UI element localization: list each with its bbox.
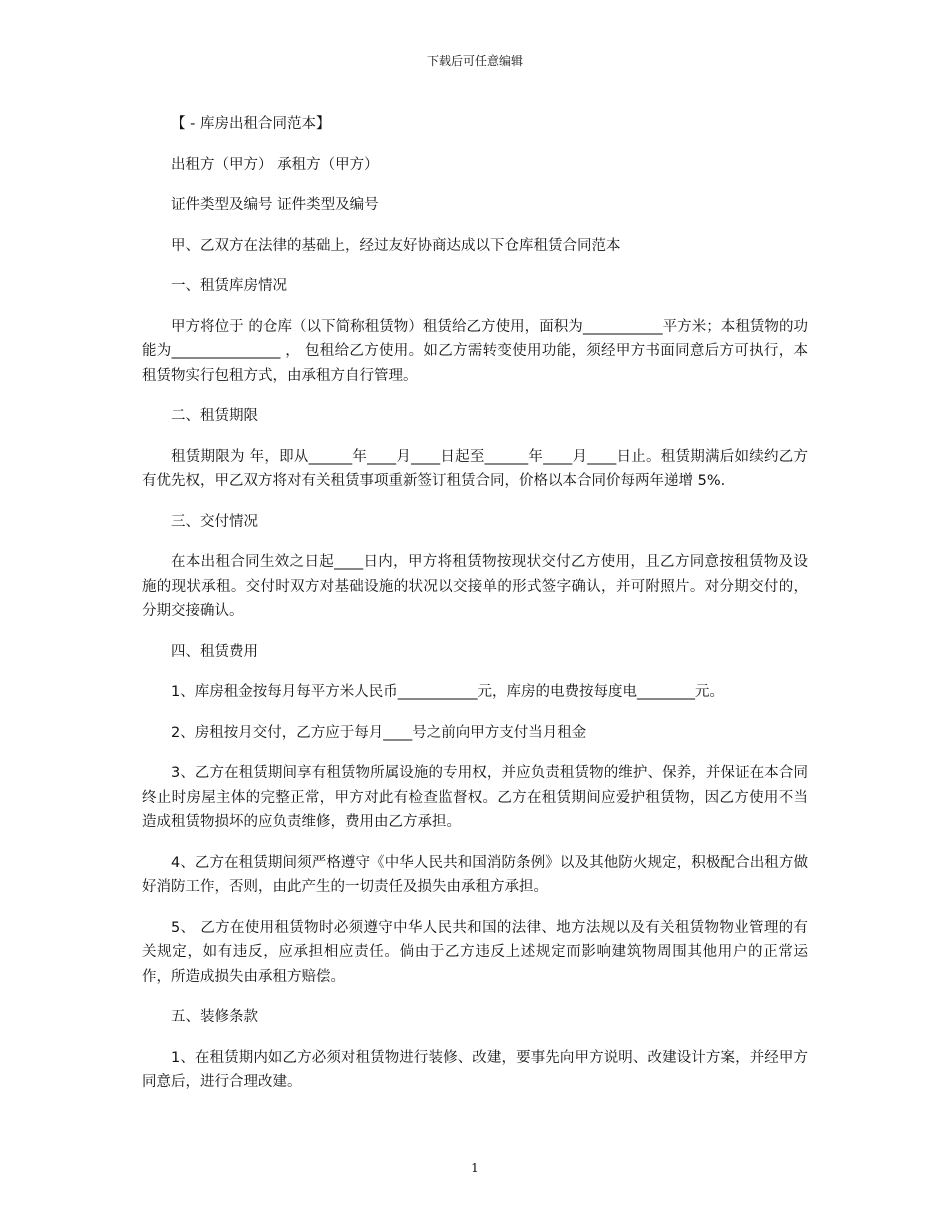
section-4-item-1: 1、库房租金按每月每平方米人民币___________元，库房的电费按每度电________元。 xyxy=(171,684,724,700)
document-title: 【 - 库房出租合同范本】 xyxy=(171,116,331,132)
section-5-item-1: 1、在租赁期内如乙方必须对租赁物进行装修、改建，要事先向甲方说明、改建设计方案，并经甲方同意后，进行合理改建。 xyxy=(142,1049,808,1090)
section-2-paragraph: 租赁期限为 年，即从______年____月____日起至______年____月____日止。租赁期满后如续约乙方有优先权，甲乙双方将对有关租赁事项重新签订租赁合同，价格以本合同价每两年递增 5%. xyxy=(142,448,808,489)
section-4-item-3: 3、乙方在租赁期间享有租赁物所属设施的专用权，并应负责租赁物的维护、保养，并保证在本合同终止时房屋主体的完整正常，甲方对此有检查监督权。乙方在租赁期间应爱护租赁物，因乙方使用不当造成租赁物损坏的应负责维修，费用由乙方承担。 xyxy=(142,765,808,830)
section-3-paragraph: 在本出租合同生效之日起____日内，甲方将租赁物按现状交付乙方使用，且乙方同意按租赁物及设施的现状承租。交付时双方对基础设施的状况以交接单的形式签字确认，并可附照片。对分期交付的，分期交接确认。 xyxy=(142,554,808,619)
section-4-item-2: 2、房租按月交付，乙方应于每月____号之前向甲方支付当月租金 xyxy=(171,724,587,741)
id-type-line: 证件类型及编号 证件类型及编号 xyxy=(171,197,379,213)
page-header: 下载后可任意编辑 xyxy=(426,54,523,68)
section-heading-4: 四、租赁费用 xyxy=(171,643,258,660)
section-4-item-4: 4、乙方在租赁期间须严格遵守《中华人民共和国消防条例》以及其他防火规定，积极配合出租方做好消防工作，否则，由此产生的一切责任及损失由承租方承担。 xyxy=(142,854,808,895)
document-body xyxy=(142,112,808,1111)
section-heading-3: 三、交付情况 xyxy=(171,513,258,530)
section-1-paragraph: 甲方将位于 的仓库（以下简称租赁物）租赁给乙方使用，面积为___________平方米；本租赁物的功能为_______________ ， 包租给乙方使用。如乙方需转变使用功能，须经甲方书面同意后方可执行，本租赁物实行包租方式，由承租方自行管理。 xyxy=(142,318,808,384)
parties-line: 出租方（甲方） 承租方（甲方） xyxy=(171,156,379,173)
section-heading-2: 二、租赁期限 xyxy=(171,408,258,424)
section-4-item-5: 5、 乙方在使用租赁物时必须遵守中华人民共和国的法律、地方法规以及有关租赁物物业管理的有关规定，如有违反，应承担相应责任。倘由于乙方违反上述规定而影响建筑物周围其他用户的正常运作，所造成损失由承租方赔偿。 xyxy=(142,919,808,985)
section-heading-1: 一、租赁库房情况 xyxy=(171,278,287,294)
section-heading-5: 五、装修条款 xyxy=(171,1009,258,1025)
page-number: 1 xyxy=(471,1161,479,1175)
intro-paragraph: 甲、乙双方在法律的基础上，经过友好协商达成以下仓库租赁合同范本 xyxy=(171,237,621,254)
